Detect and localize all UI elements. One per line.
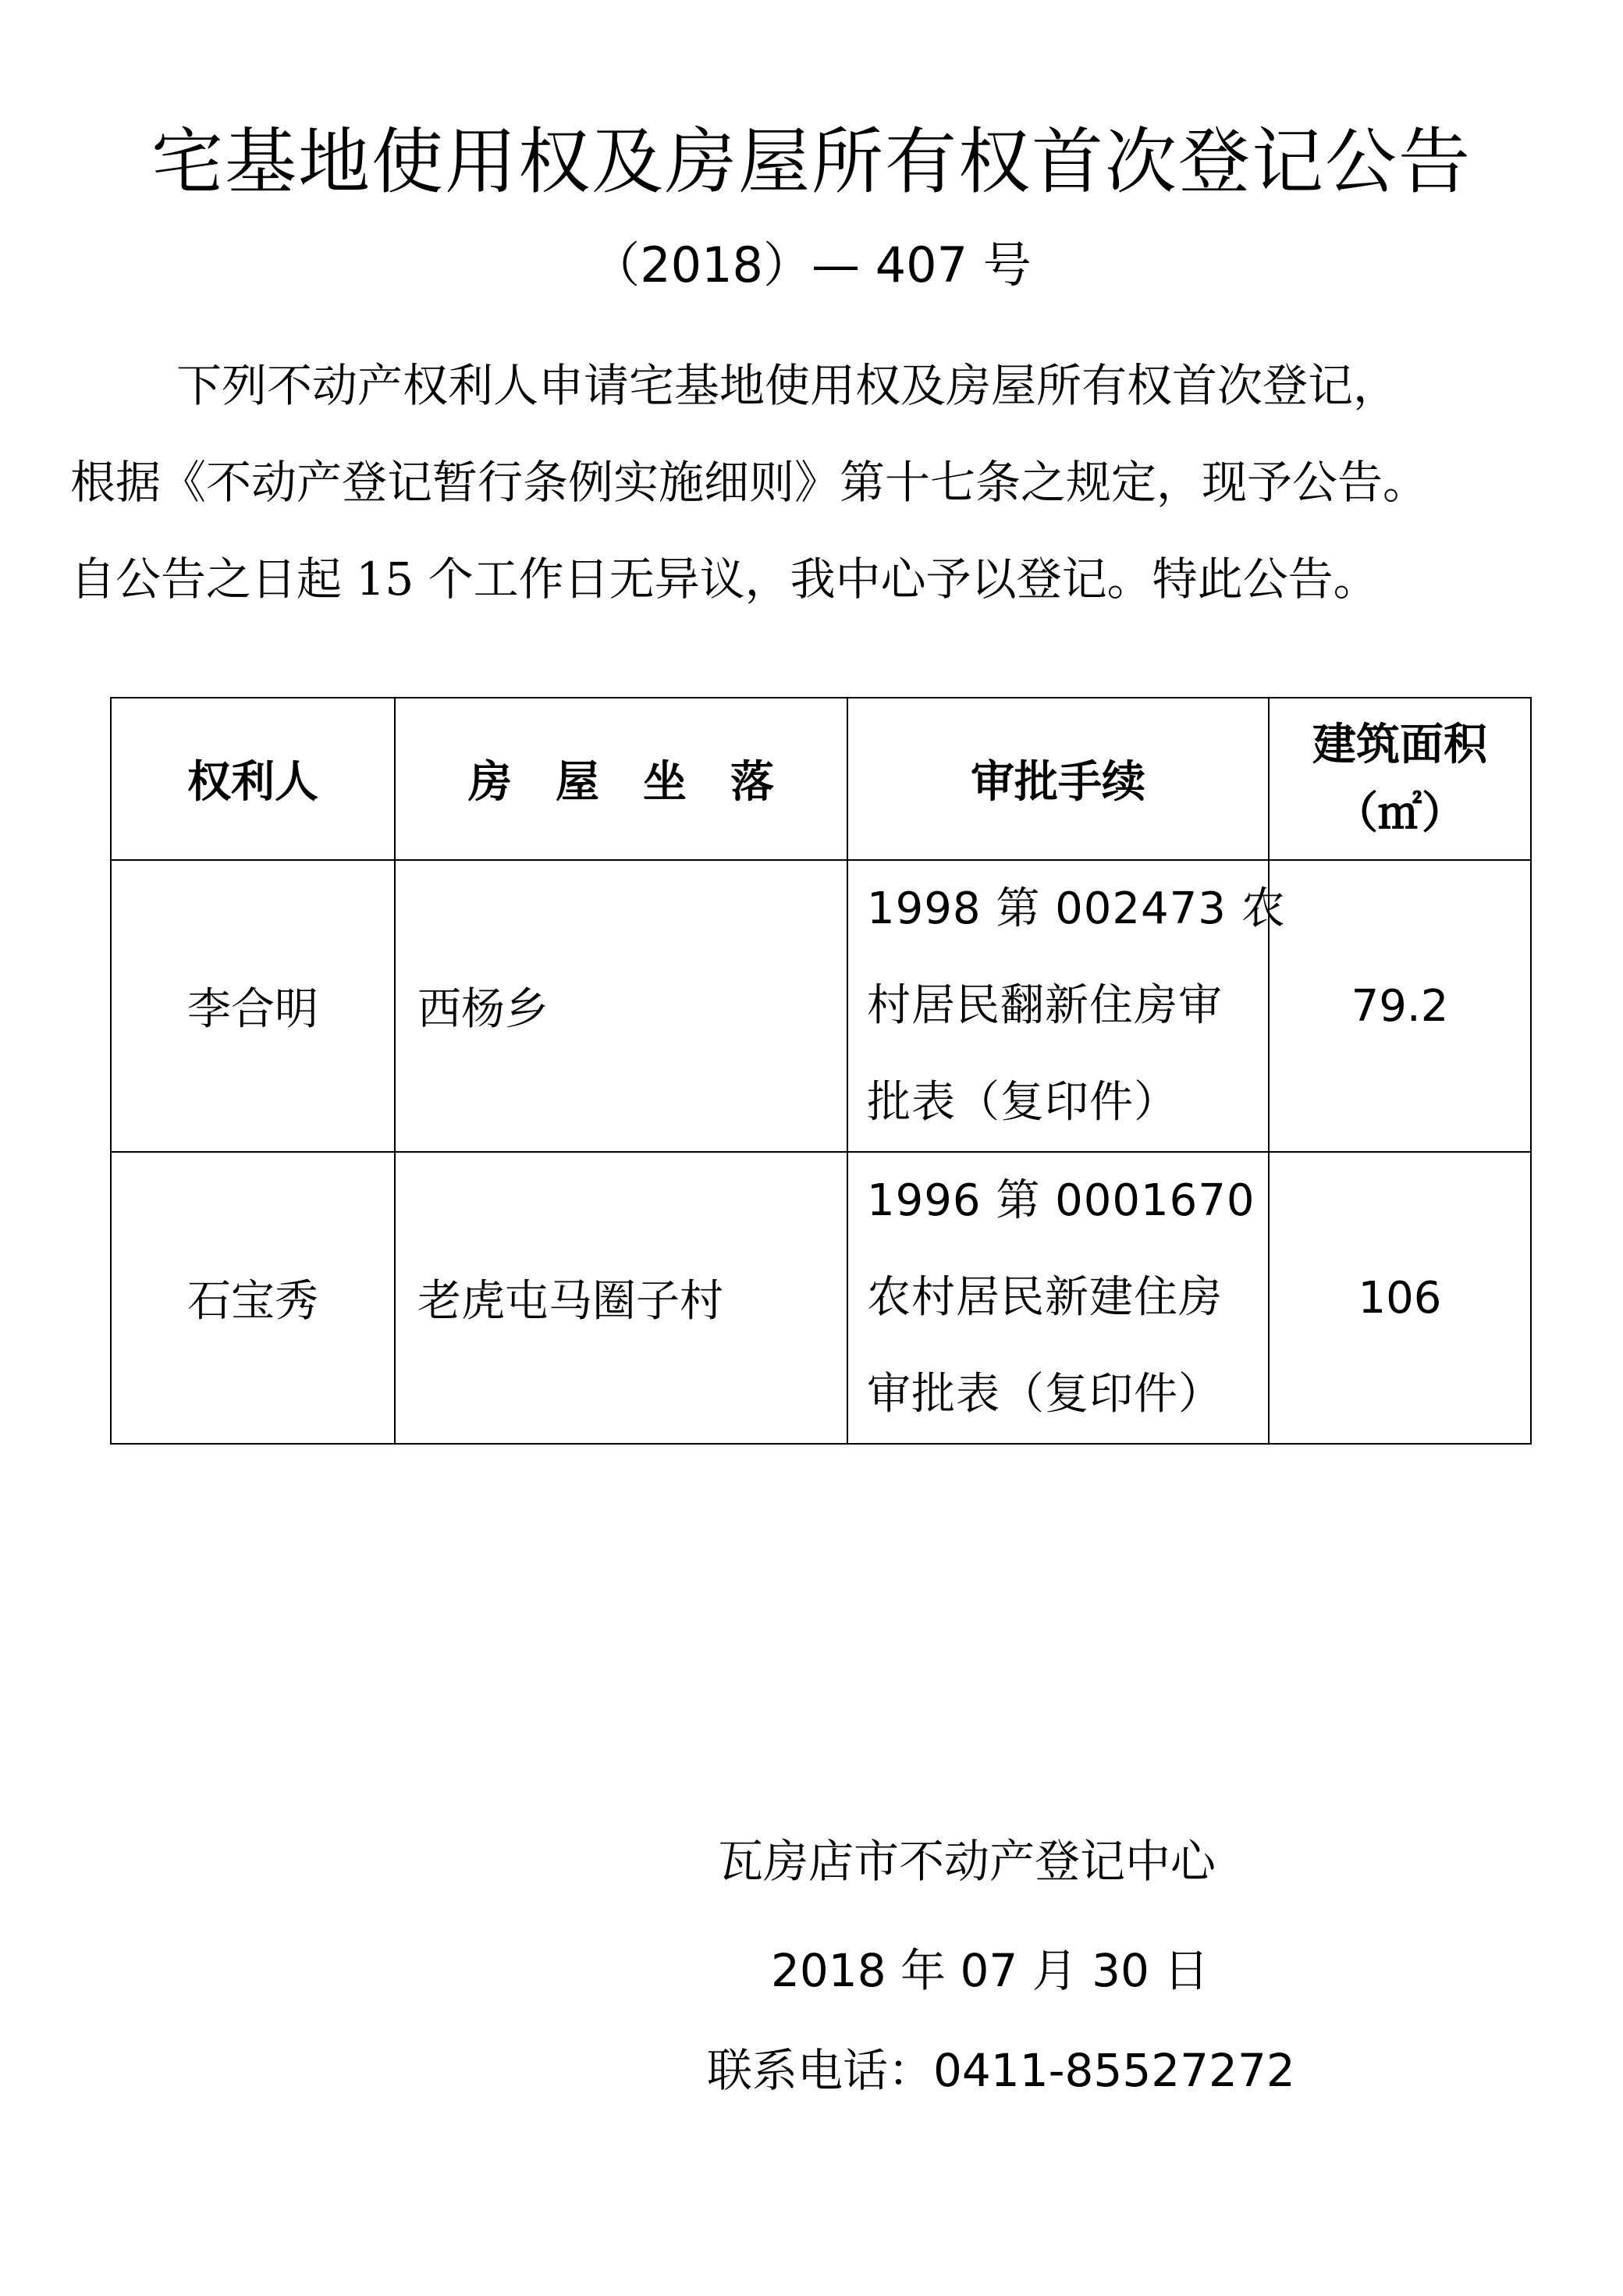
approval-line: 1998 第 002473 农 (867, 883, 1286, 934)
notice-number: （2018）— 407 号 (591, 236, 1032, 293)
owner-cell: 李合明 (111, 860, 395, 1152)
approval-line: 村居民翻新住房审 (867, 980, 1223, 1031)
header-area-unit: （㎡） (1334, 787, 1465, 839)
registration-table (110, 697, 1532, 1445)
header-location (395, 698, 847, 860)
issue-date: 2018 年 07 月 30 日 (771, 1944, 1209, 1997)
notice-paragraph (70, 337, 1615, 627)
paragraph-line: 自公告之日起 15 个工作日无异议，我中心予以登记。特此公告。 (70, 553, 1379, 606)
approval-cell (847, 1152, 1269, 1444)
table-header-row (111, 698, 1531, 860)
area-cell: 106 (1269, 1152, 1531, 1444)
approval-line: 1996 第 0001670 (867, 1175, 1255, 1226)
header-owner: 权利人 (111, 698, 395, 860)
location-cell: 西杨乡 (395, 860, 847, 1152)
owner-cell: 石宝秀 (111, 1152, 395, 1444)
paragraph-line: 根据《不动产登记暂行条例实施细则》第十七条之规定，现予公告。 (70, 456, 1429, 509)
approval-line: 审批表（复印件） (867, 1369, 1223, 1420)
header-area-label: 建筑面积 (1312, 719, 1487, 770)
paragraph-line: 下列不动产权利人申请宅基地使用权及房屋所有权首次登记， (176, 359, 1399, 412)
approval-line: 农村居民新建住房 (867, 1272, 1223, 1323)
table-row (111, 1152, 1531, 1444)
approval-line: 批表（复印件） (867, 1077, 1178, 1128)
location-cell: 老虎屯马圈子村 (395, 1152, 847, 1444)
table-row (111, 860, 1531, 1152)
header-approval: 审批手续 (847, 698, 1269, 860)
area-cell: 79.2 (1269, 860, 1531, 1152)
contact-phone: 联系电话：0411-85527272 (707, 2044, 1295, 2097)
issuer-name: 瓦房店市不动产登记中心 (718, 1835, 1216, 1888)
header-area (1269, 698, 1531, 860)
approval-cell (847, 860, 1286, 1152)
notice-title: 宅基地使用权及房屋所有权首次登记公告 (151, 120, 1472, 204)
header-location-label: 房屋坐落 (468, 756, 818, 808)
